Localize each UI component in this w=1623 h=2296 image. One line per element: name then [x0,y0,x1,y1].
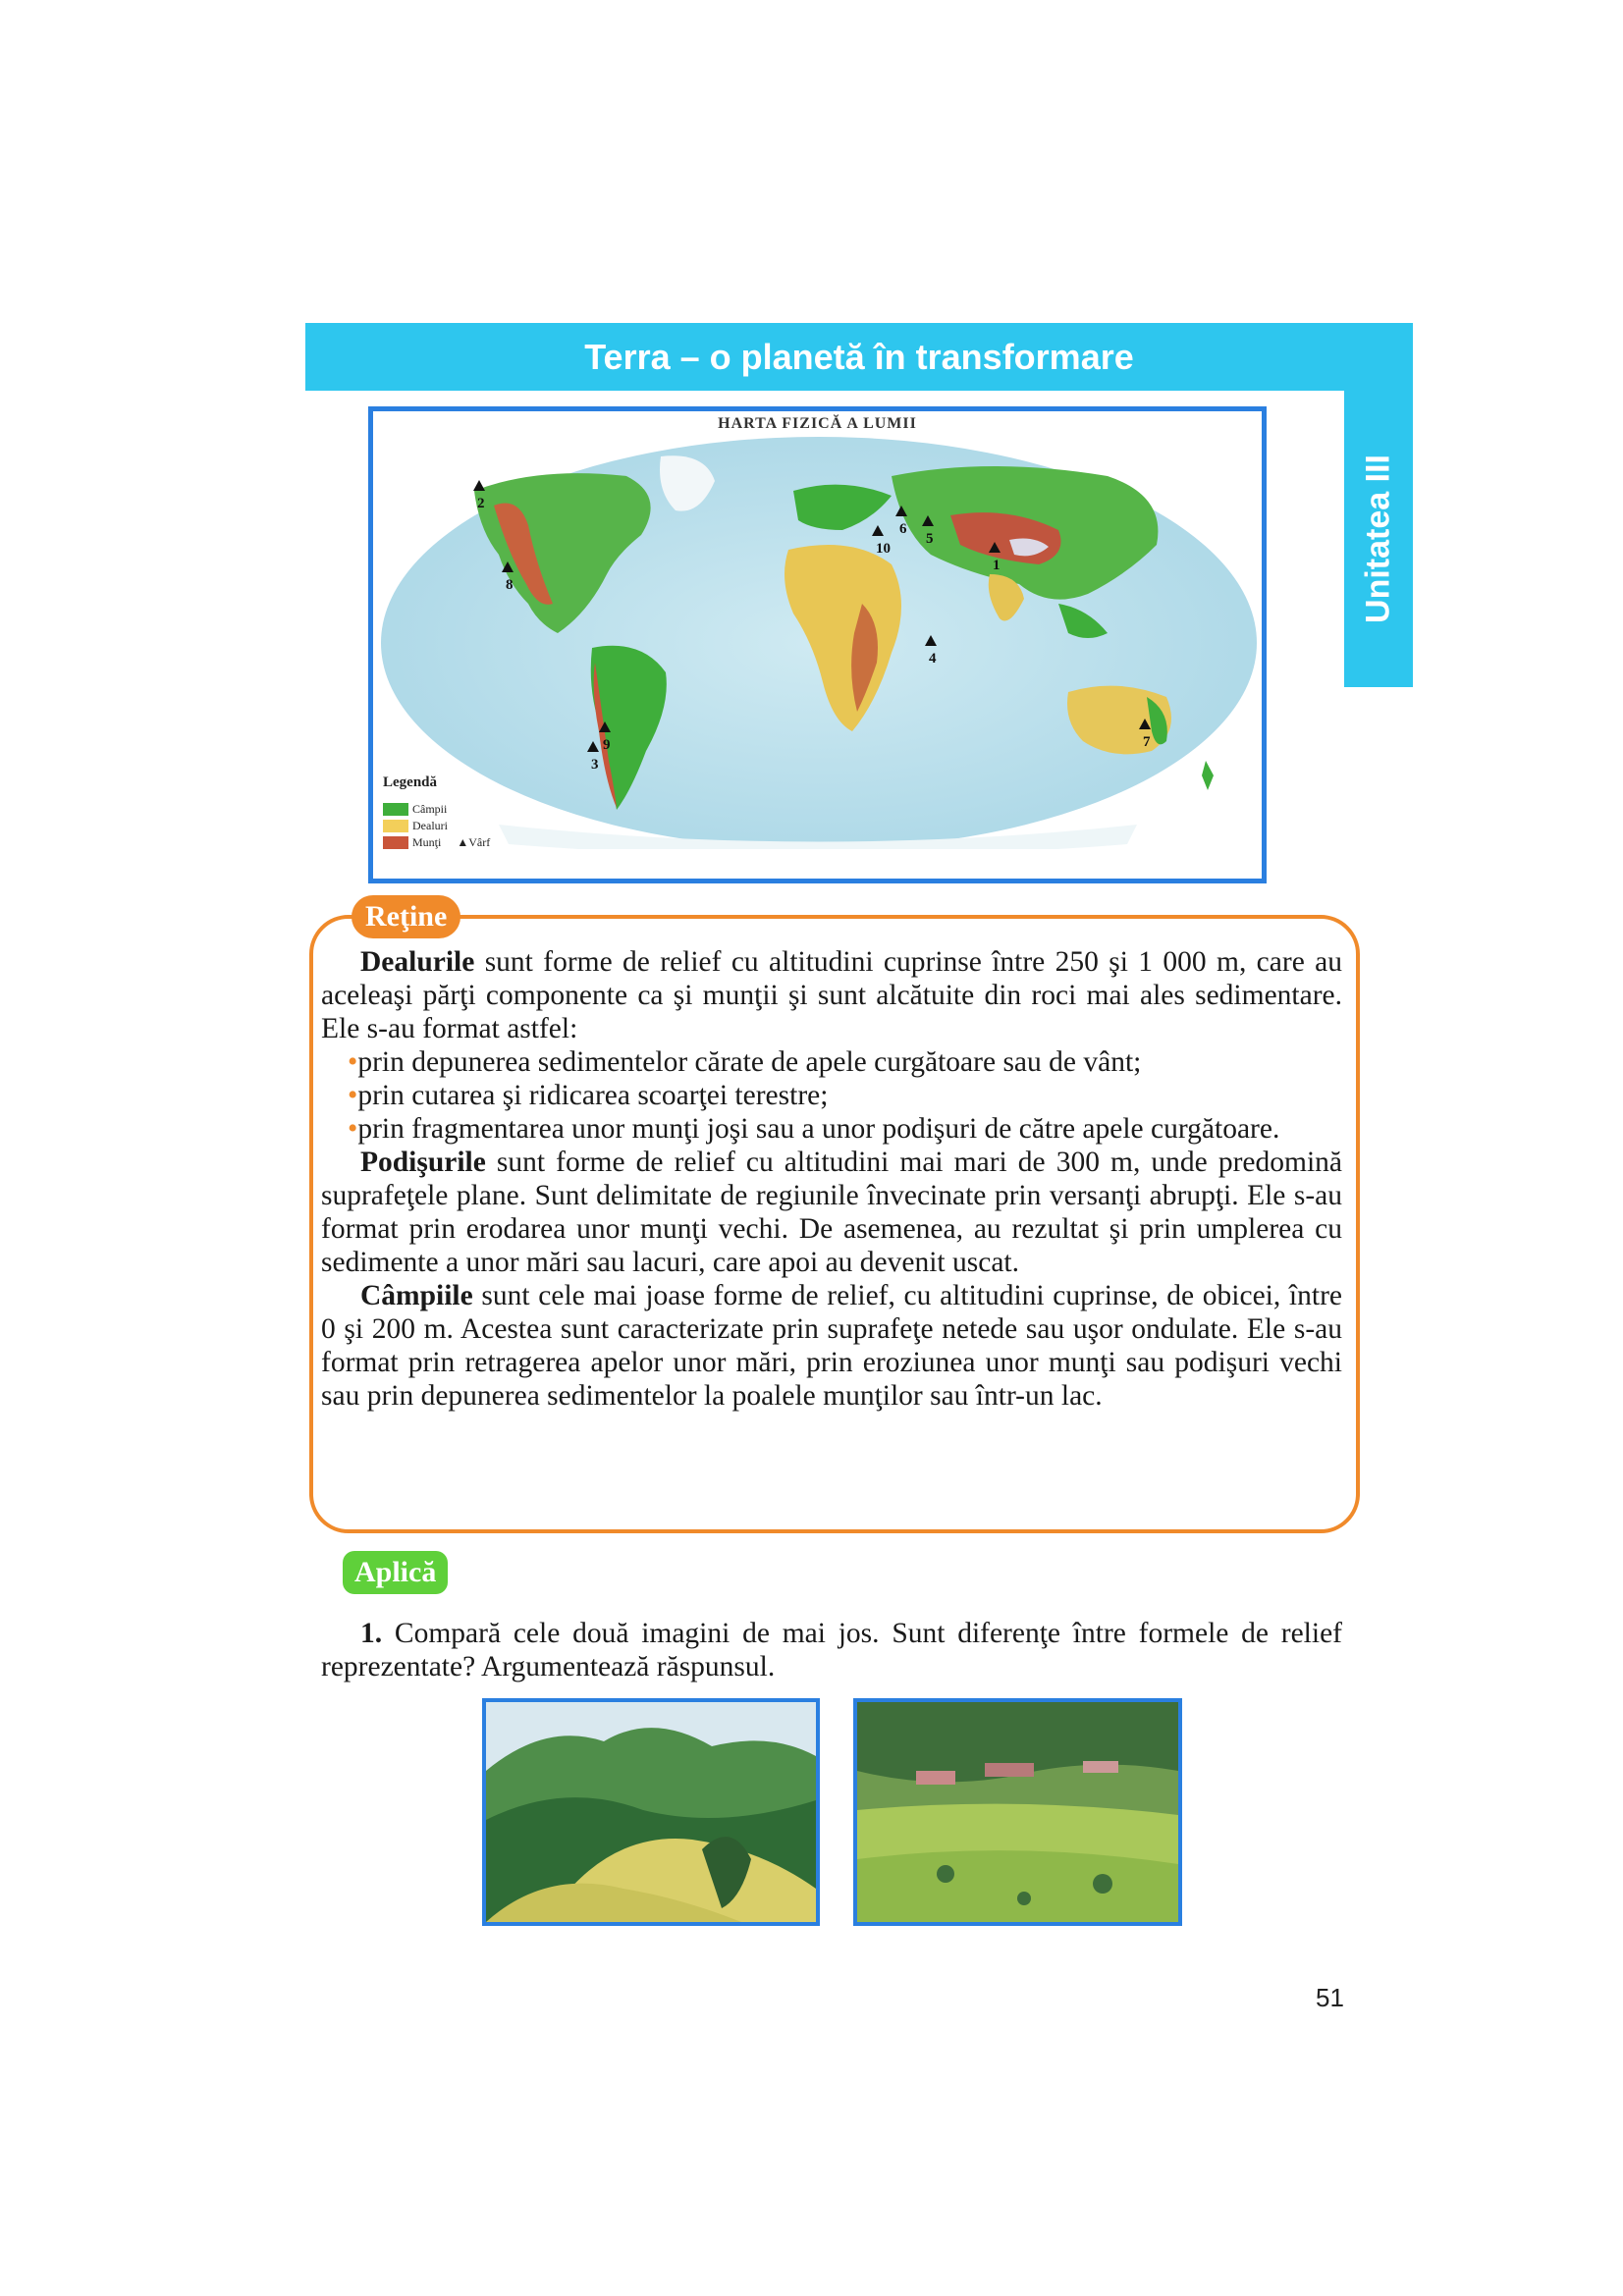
peak-label-7: 7 [1143,734,1151,750]
bullet-text-1: prin depunerea sedimentelor cărate de apele curgătoare sau de vânt; [357,1046,1142,1078]
text-podisuri: sunt forme de relief cu altitudini mai mari de 300 m, unde predomină suprafeţele plane. Sunt delimitate de regiunile învecinate prin versanţi abrupţi. Ele s-au format prin erodarea unor munţi vechi. De asemenea, au rezultat şi prin umplerea cu sedimente a unor mări sau lacuri, care apoi au devenit uscat. [321,1147,1342,1278]
peak-label-3: 3 [591,757,599,773]
paragraph-dealuri [321,945,1342,1045]
bullet-item-1 [321,1045,1342,1079]
peak-label-2: 2 [477,496,485,511]
legend-swatch-munti [383,836,408,849]
map-title: HARTA FIZICĂ A LUMII [718,415,917,432]
bullet-item-2 [321,1079,1342,1112]
peak-label-9: 9 [603,737,611,753]
world-physical-map [368,406,1267,883]
bullet-text-3: prin fragmentarea unor munţi joşi sau a unor podişuri de către apele curgătoare. [357,1113,1280,1145]
bullet-item-3 [321,1112,1342,1146]
paragraph-podisuri [321,1146,1342,1279]
peak-label-4: 4 [929,651,937,667]
text-dealuri: sunt forme de relief cu altitudini cuprinse între 250 şi 1 000 m, care au aceleaşi părţi componente ca şi munţii şi sunt alcătuite din roci mai ales sedimentare. Ele s-au format astfel: [321,946,1342,1044]
bullet-dot-icon: • [348,1113,358,1145]
photo-plain-illustration [857,1702,1178,1922]
term-dealuri: Dealurile [360,946,475,978]
photo-plain-landscape [853,1698,1182,1926]
unit-side-tab-label: Unitatea III [1359,454,1397,623]
legend-row-munti [383,834,490,851]
bullet-text-2: prin cutarea şi ridicarea scoarţei terestre; [357,1080,829,1111]
exercise-1 [321,1617,1342,1683]
aplica-badge: Aplică [343,1551,448,1594]
peak-triangle-icon: ▲ [457,835,469,849]
retine-content [321,945,1342,1413]
map-legend [383,774,490,851]
paragraph-campii [321,1279,1342,1413]
legend-label-dealuri: Dealuri [412,819,448,832]
peak-label-8: 8 [506,577,514,593]
exercise-1-text [321,1617,1342,1683]
legend-swatch-campii [383,803,408,816]
legend-label-munti: Munţi [412,835,442,849]
term-campii: Câmpiile [360,1280,473,1311]
legend-row-campii [383,801,490,818]
bullet-dot-icon: • [348,1046,358,1078]
term-podisuri: Podişurile [360,1147,486,1178]
bullet-dot-icon: • [348,1080,358,1111]
legend-label-varf: Vârf [468,835,491,849]
legend-swatch-dealuri [383,820,408,832]
photo-hills-landscape [482,1698,820,1926]
exercise-number: 1. [360,1618,383,1649]
page-title: Terra – o planetă în transformare [584,337,1134,377]
retine-badge: Reţine [352,895,460,938]
peak-label-1: 1 [993,558,1001,573]
photo-hills-illustration [486,1702,816,1922]
page-number: 51 [1316,1983,1344,2012]
legend-label-campii: Câmpii [412,802,448,816]
new-zealand [1202,761,1214,790]
legend-row-dealuri [383,818,490,834]
peak-label-5: 5 [926,531,934,547]
peak-label-10: 10 [876,541,891,557]
peak-label-6: 6 [899,521,907,537]
map-illustration [381,437,1257,849]
unit-side-tab [1344,391,1413,687]
text-campii: sunt cele mai joase forme de relief, cu altitudini cuprinse, de obicei, între 0 şi 200 m. Acestea sunt caracterizate prin suprafeţe netede sau uşor ondulate. Ele s-au format prin retragerea apelor unor mări, prin eroziunea unor munţi sau podişuri vechi sau prin depunerea sedimentelor la poalele munţilor sau într-un lac. [321,1280,1342,1412]
legend-title: Legendă [383,774,438,790]
exercise-body: Compară cele două imagini de mai jos. Sunt diferenţe între formele de relief reprezentate? Argumentează răspunsul. [321,1618,1342,1682]
